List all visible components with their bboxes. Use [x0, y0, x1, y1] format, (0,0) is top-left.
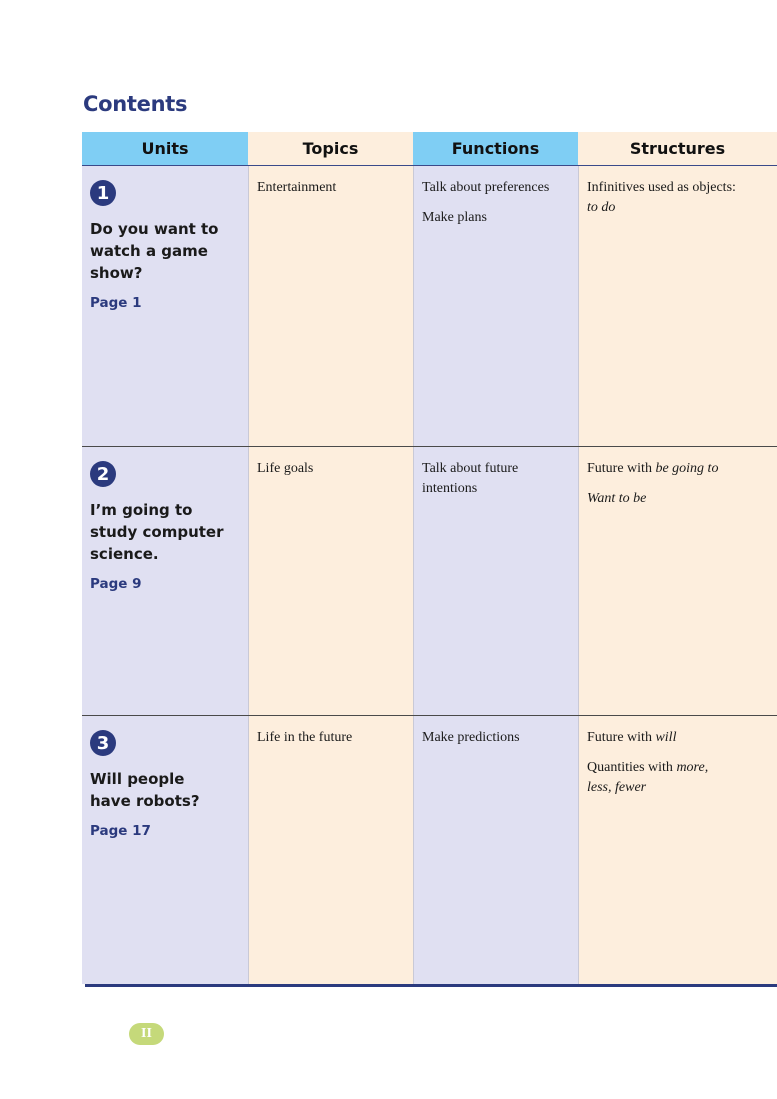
structure-item	[587, 178, 769, 198]
structure-item	[587, 198, 769, 218]
structure-plain: Infinitives used as objects:	[587, 180, 736, 195]
unit-title: I’m going to study computer science.	[90, 501, 224, 563]
structure-italic: be going to	[655, 461, 719, 476]
unit-number-badge: 2	[90, 461, 116, 487]
unit-title: Do you want to watch a game show?	[90, 220, 219, 282]
table-header	[82, 132, 777, 166]
topic-text: Life in the future	[257, 730, 353, 745]
unit-page: Page 1	[90, 295, 142, 311]
structure-plain: Future with	[587, 730, 656, 745]
structure-plain: Future with	[587, 461, 656, 476]
topic-text: Life goals	[257, 461, 314, 476]
function-item: Talk about preferences	[422, 180, 550, 195]
topic-cell	[248, 447, 413, 715]
functions-cell	[413, 166, 578, 446]
structure-item	[587, 459, 769, 479]
unit-page: Page 17	[90, 823, 151, 839]
topic-cell	[248, 716, 413, 984]
topic-cell	[248, 166, 413, 446]
header-units: Units	[82, 132, 248, 165]
functions-cell	[413, 716, 578, 984]
structures-cell	[578, 166, 777, 446]
header-structures: Structures	[578, 132, 777, 165]
unit-cell	[82, 166, 248, 446]
header-topics: Topics	[248, 132, 413, 165]
function-item: Talk about future intentions	[422, 461, 519, 496]
table-bottom-rule	[85, 984, 777, 987]
structure-plain: Quantities with	[587, 760, 677, 775]
table-row	[82, 447, 777, 716]
table-row	[82, 166, 777, 447]
structure-item	[587, 489, 769, 509]
function-item: Make plans	[422, 210, 487, 225]
unit-page: Page 9	[90, 576, 142, 592]
topic-text: Entertainment	[257, 180, 337, 195]
page-number-badge: II	[129, 1023, 164, 1045]
function-item: Make predictions	[422, 730, 520, 745]
structure-italic: Want to be	[587, 491, 647, 506]
structures-cell	[578, 716, 777, 984]
unit-number-badge: 3	[90, 730, 116, 756]
unit-cell	[82, 716, 248, 984]
table-row	[82, 716, 777, 984]
structure-italic: will	[655, 730, 677, 745]
contents-table	[82, 132, 777, 984]
page-title: Contents	[83, 92, 188, 116]
unit-number-badge: 1	[90, 180, 116, 206]
functions-cell	[413, 447, 578, 715]
structure-item	[587, 758, 717, 798]
unit-cell	[82, 447, 248, 715]
unit-title: Will people have robots?	[90, 770, 200, 810]
structure-italic: more, less, fewer	[587, 760, 709, 795]
structure-italic: to do	[587, 200, 616, 215]
header-functions: Functions	[413, 132, 578, 165]
structure-item	[587, 728, 769, 748]
structures-cell	[578, 447, 777, 715]
